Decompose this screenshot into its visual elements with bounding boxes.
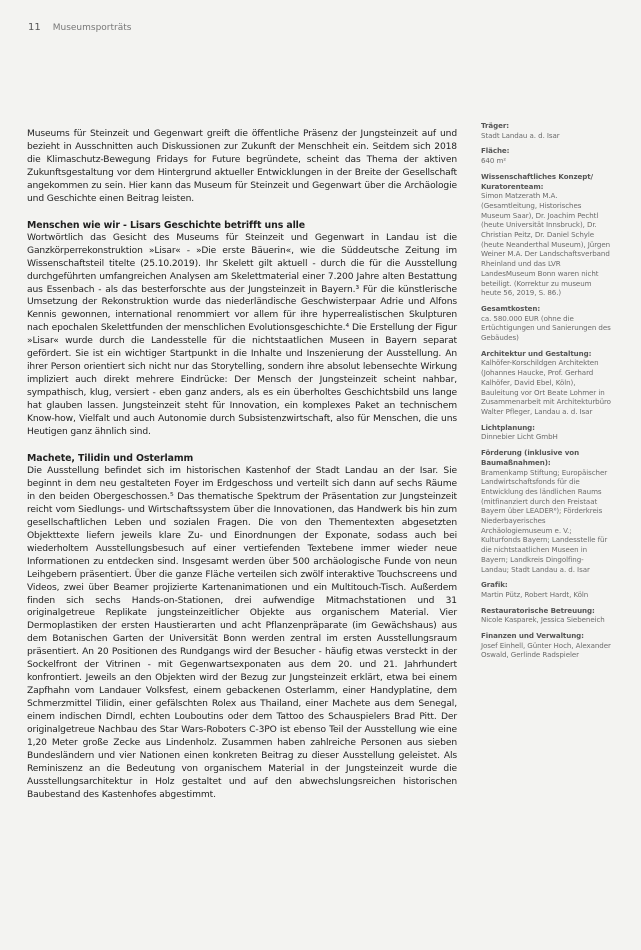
page-header [28,22,131,33]
fact-block [481,349,611,417]
intro-paragraph: Museums für Steinzeit und Gegenwart greift die öffentliche Präsenz der Jungsteinzeit auf und bezieht in Ausschnitten auch Diskussionen zur Zukunft der Menschheit ein. Seitdem sich 2018 die Klimaschutz-Bewegung Fridays for Future begründete, scheint das Thema der aktiven Zukunftsgestaltung vor dem Hintergrund aktueller Entwicklungen in der Breite der Gesellschaft angekommen zu sein. Hier kann das Museum für Steinzeit und Gegenwart über die Archäologie und Geschichte einen Beitrag leisten. [27,129,457,204]
fact-label: Restauratorische Betreuung: [481,605,595,615]
fact-block [481,146,611,165]
section1-heading: Menschen wie wir - Lisars Geschichte betrifft uns alle [27,219,306,231]
fact-value: Stadt Landau a. d. Isar [481,130,560,140]
fact-label: Fläche: [481,146,510,156]
section-title: Museumsporträts [52,22,132,33]
fact-value: Bramenkamp Stiftung; Europäischer Landwirtschaftsfonds für die Entwicklung des ländlichen Raums (mitfinanziert durch den Freistaat Bayern über LEADER⁶); Förderkreis Niederbayerisches Archäologiemuseum e. V.; Kulturfonds Bayern; Landesstelle für die nichtstaatlichen Museen in Bayern; Landkreis Dingolfing-Landau; Stadt Landau a. d. Isar [481,467,608,574]
fact-value: 640 m² [481,156,507,166]
fact-block [481,121,611,140]
article-body [27,128,457,802]
fact-label: Architektur und Gestaltung: [481,348,592,358]
fact-block [481,580,611,599]
fact-block [481,304,611,343]
fact-block [481,423,611,442]
fact-block [481,631,611,660]
page-number: 11 [28,22,41,33]
section2-paragraph: Die Ausstellung befindet sich im historischen Kastenhof der Stadt Landau an der Isar. Sie beginnt in dem neu gestalteten Foyer im Erdgeschoss und verteilt sich dann auf sechs Räume in den beiden Obergeschossen.⁵ Das thematische Spektrum der Präsentation zur Jungsteinzeit reicht vom Siedlungs- und Wirtschaftssystem über die Innovationen, das Handwerk bis hin zum gesellschaftlichen Leben und sozialen Fragen. Die von den Thementexten abgesetzten Objekttexte liefern jeweils klare Zu- und Einordnungen der Exponate, sodass auch bei wiederholtem Ausstellungsbesuch auf einer vertiefenden Textebene immer wieder neue Informationen zu entdecken sind. Insgesamt werden über 500 archäologische Funde von neun Leihgebern präsentiert. Über die ganze Fläche verteilen sich zwölf interaktive Touchscreens und Videos, zwei über Beamer projizierte Kartenanimationen und ein Multitouch-Tisch. Außerdem finden sich sechs Hands-on-Stationen, drei aufwendige Mitmachstationen und 31 originalgetreue Replikate jungsteinzeitlicher Objekte aus organischem Material. Vier Dermoplastiken der ersten Haustierarten und acht Pflanzenpräparate (im Gewächshaus) aus dem Botanischen Garten der Universität Bonn werden zentral im ersten Ausstellungsraum präsentiert. An 20 Positionen des Rundgangs wird der Besucher - häufig etwas versteckt in der Sockelfront der Vitrinen - mit Gegenwartsexponaten aus dem 20. und 21. Jahrhundert konfrontiert. Jeweils an den Objekten wird der Bezug zur Jungsteinzeit erklärt, etwa bei einem Zapfhahn vom Landauer Volksfest, einem gebackenen Osterlamm, einer Handyplatine, dem Schmerzmittel Tilidin, einer gefälschten Rolex aus Thailand, einer Machete aus dem Senegal, einem indischen Dirndl, echten Louboutins oder dem Tattoo des Schauspielers Brad Pitt. Der originalgetreue Nachbau des Star Wars-Roboters C-3PO ist ebenso Teil der Ausstellung wie eine 1,20 Meter große Zecke aus Lindenholz. Zusammen haben zahlreiche Personen aus sieben Bundesländern und vier Nationen einen konkreten Beitrag zu dieser Ausstellung geleistet. Als Reminiszenz an die Bedeutung von organischem Material in der Jungsteinzeit wurde die Ausstellungsarchitektur in Holz gestaltet und auf den abwechslungsreichen historischen Baubestand des Kastenhofes abgestimmt. [27,465,457,800]
fact-block [481,606,611,625]
facts-sidebar [481,121,611,666]
fact-label: Wissenschaftliches Konzept/ Kuratorenteam: [481,171,594,191]
fact-value: Nicole Kasparek, Jessica Siebeneich [481,615,605,625]
fact-label: Lichtplanung: [481,422,535,432]
fact-value: Dinnebier Licht GmbH [481,432,558,442]
fact-label: Träger: [481,121,510,130]
fact-value: Martin Pütz, Robert Hardt, Köln [481,589,589,599]
fact-label: Grafik: [481,580,508,590]
fact-block [481,172,611,298]
fact-value: Josef Einhell, Günter Hoch, Alexander Oswald, Gerlinde Radspieler [481,640,611,660]
section1-paragraph: Wortwörtlich das Gesicht des Museums für Steinzeit und Gegenwart in Landau ist die Ganzkörperrekonstruktion »Lisar« - »Die erste Bäuerin«, wie die Süddeutsche Zeitung im Wissenschaftsteil titelte (25.10.2019). Ihr Skelett gilt aktuell - durch die für die Ausstellung durchgeführten umfangreichen Analysen am Skelettmaterial einer 7.200 Jahre alten Bestattung aus Essenbach - als das besterforschte aus der Jungsteinzeit in Bayern.³ Für die künstlerische Umsetzung der Rekonstruktion wurde das niederländische Geschwisterpaar Adrie und Alfons Kennis gewonnen, international renommiert vor allem für ihre hyperrealistischen Skulpturen nach epochalen Skelettfunden der menschlichen Evolutionsgeschichte.⁴ Die Erstellung der Figur »Lisar« wurde durch die Landesstelle für die nichtstaatlichen Museen in Bayern separat gefördert. Sie ist ein wichtiger Startpunkt in die Inhalte und Inszenierung der Ausstellung. An ihrer Person orientiert sich nicht nur das Storytelling, sondern ihre absolut lebensechte Wirkung impliziert auch direkt mehrere Eindrücke: Der Mensch der Jungsteinzeit scheint nahbar, sympathisch, klug, versiert - eben ganz anders, als es ein überholtes Geschichtsbild uns lange hat glauben lassen. Jungsteinzeit steht für Innovation, ein komplexes Paket an technischem Know-how, Vielfalt und auch Autonomie durch Subsistenzwirtschaft, also für Menschen, die uns Heutigen ganz ähnlich sind. [27,232,457,438]
fact-label: Finanzen und Verwaltung: [481,631,584,641]
fact-block [481,448,611,574]
fact-value: Simon Matzerath M.A. (Gesamtleitung, Historisches Museum Saar), Dr. Joachim Pechtl (heute Universität Innsbruck), Dr. Christian Peitz, Dr. Daniel Schyle (heute Neanderthal Museum), Jürgen Weiner M.A. Der Landschaftsverband Rheinland und das LVR LandesMuseum Bonn waren nicht beteiligt. (Korrektur zu museum heute 56, 2019, S. 86.) [481,191,611,298]
fact-value: Kalhöfer-Korschildgen Architekten (Johannes Haucke, Prof. Gerhard Kalhöfer, David Ebel, Köln), Bauleitung vor Ort Beate Lohmer in Zusammenarbeit mit Architekturbüro Walter Pfleger, Landau a. d. Isar [481,358,611,416]
fact-label: Gesamtkosten: [481,303,541,313]
fact-value: ca. 580.000 EUR (ohne die Ertüchtigungen und Sanierungen des Gebäudes) [481,313,611,343]
section2-heading: Machete, Tilidin und Osterlamm [27,452,194,464]
fact-label: Förderung (inklusive von Baumaßnahmen): [481,448,580,467]
